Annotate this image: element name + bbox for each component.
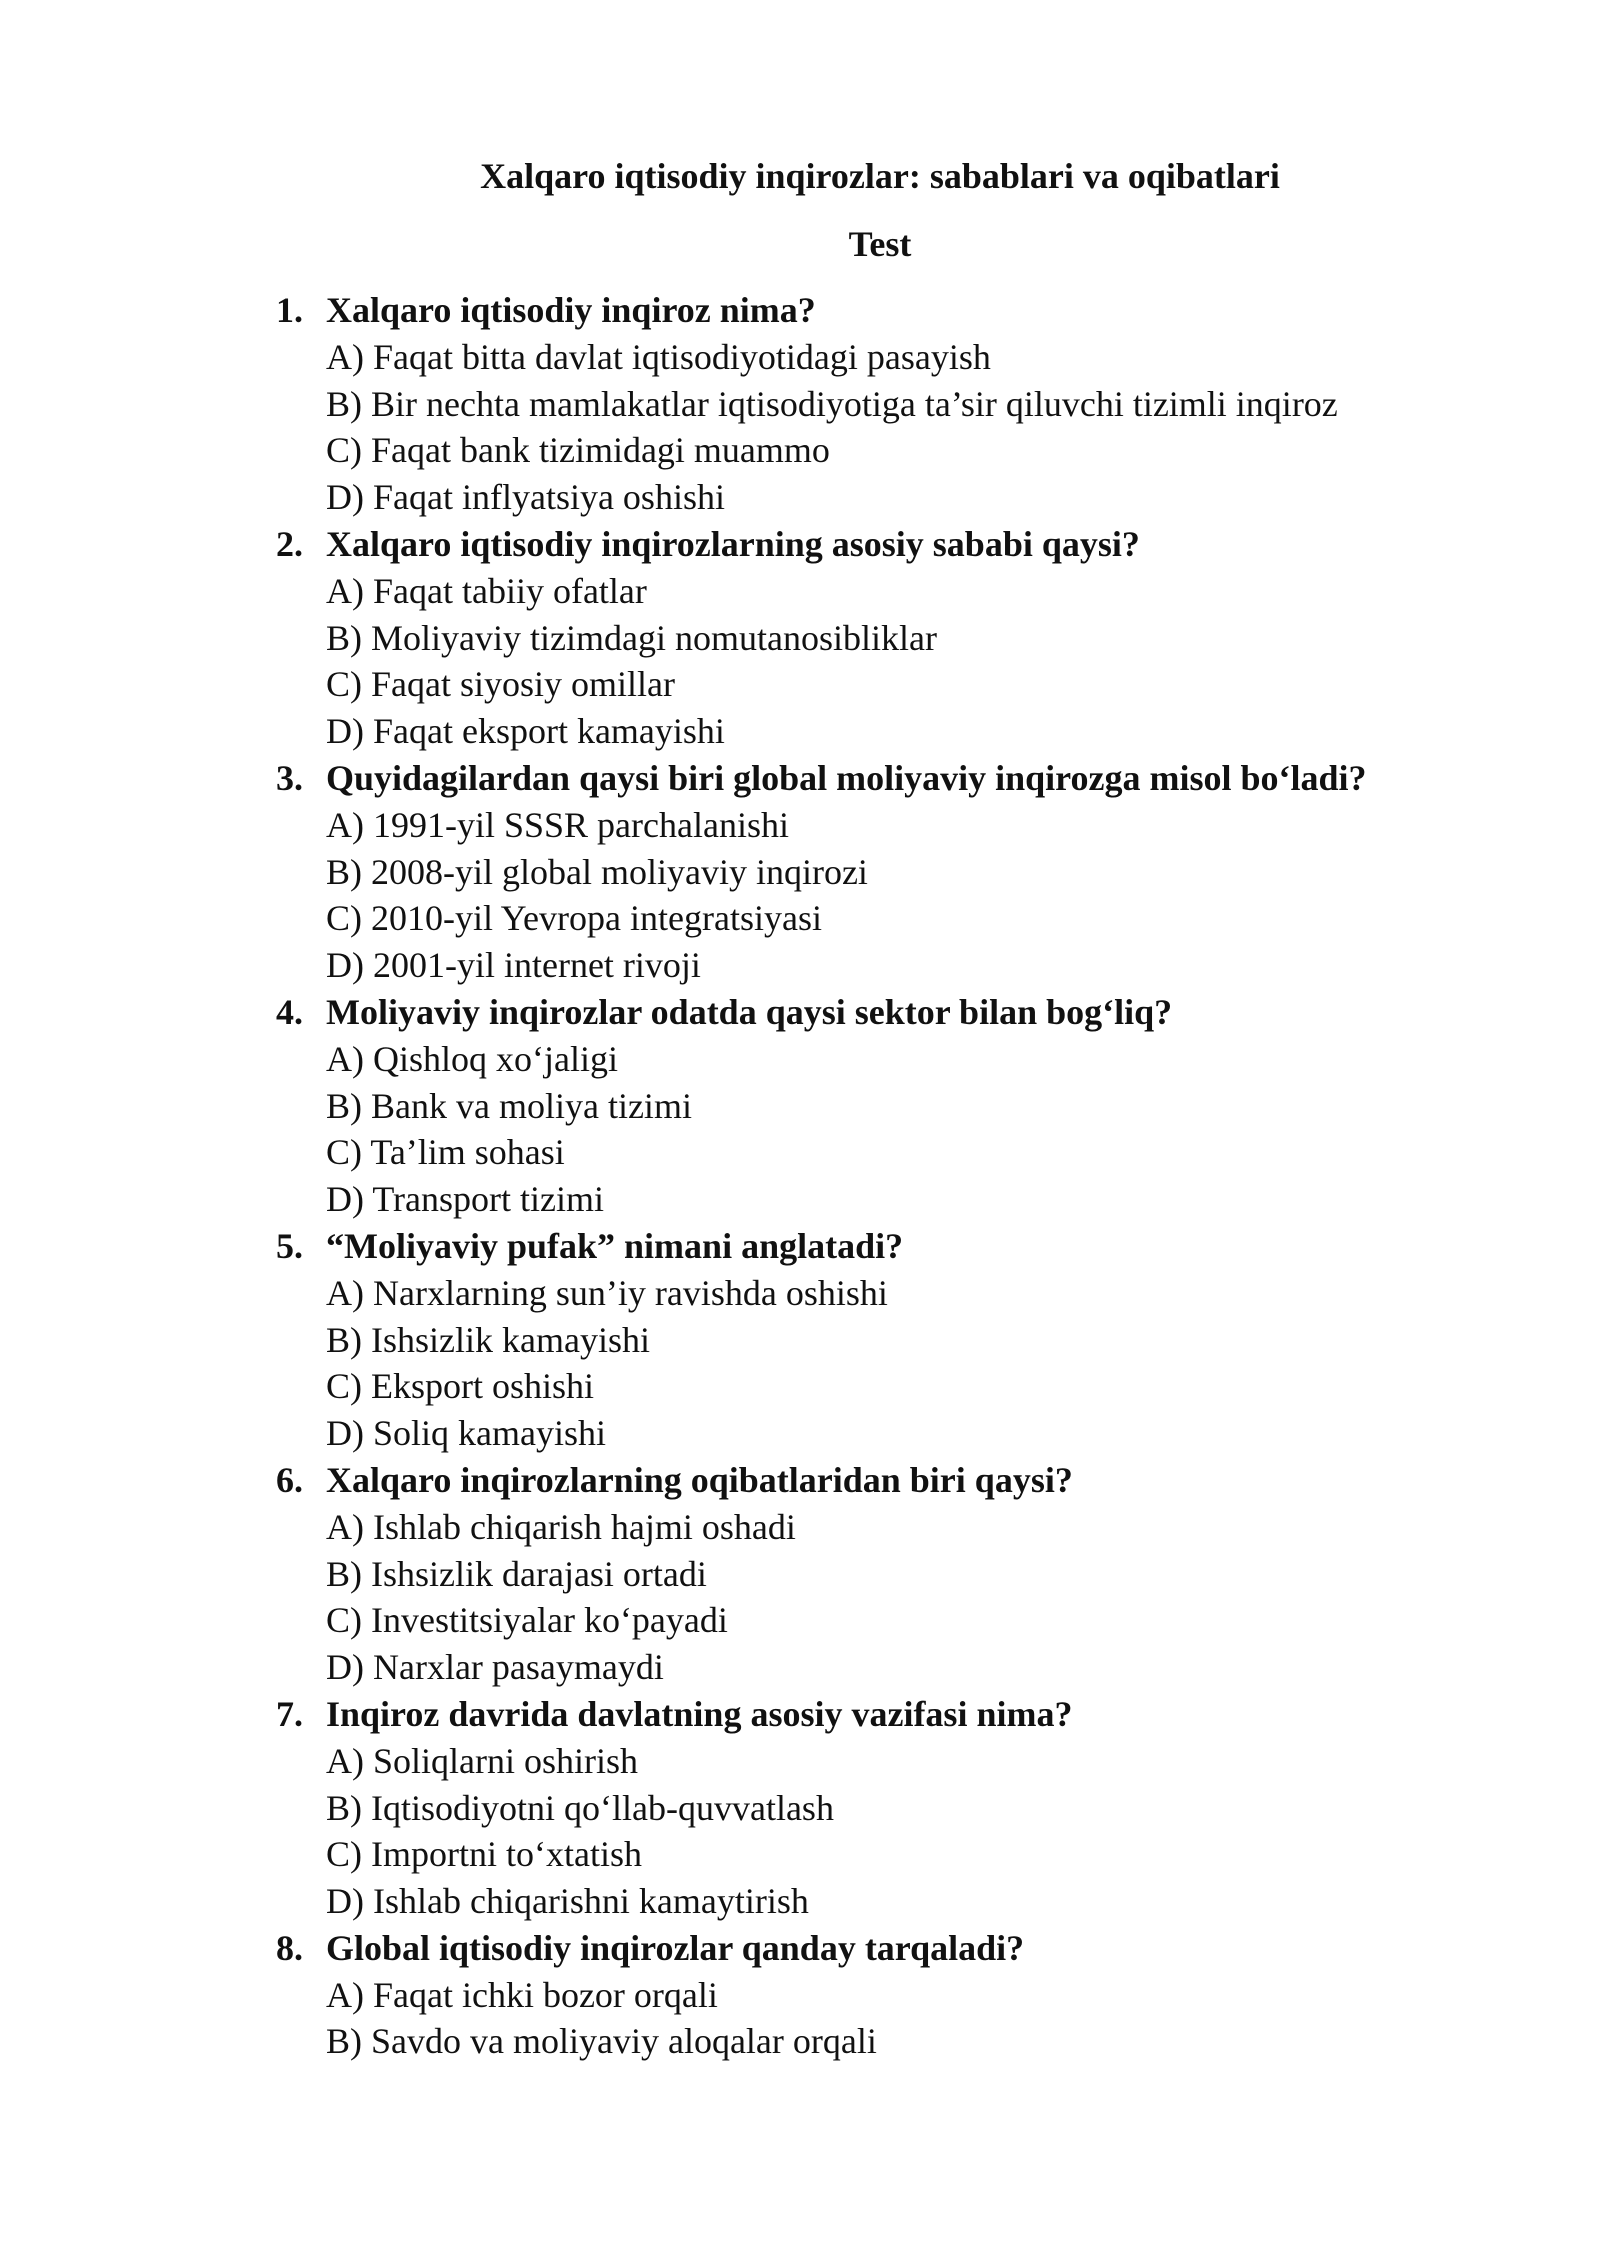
question-number: 1. xyxy=(276,290,303,330)
answer-option: B) Moliyaviy tizimdagi nomutanosibliklar xyxy=(326,617,937,658)
question-number: 4. xyxy=(276,991,303,1032)
answer-option: C) Faqat bank tizimidagi muammo xyxy=(326,430,830,471)
answer-option: A) 1991-yil SSSR parchalanishi xyxy=(326,804,789,845)
question-number: 2. xyxy=(276,523,303,564)
question-heading xyxy=(276,521,1526,568)
answer-option: C) Importni to‘xtatish xyxy=(326,1834,642,1875)
answer-option: A) Ishlab chiqarish hajmi oshadi xyxy=(326,1506,796,1547)
answer-option: A) Faqat ichki bozor orqali xyxy=(326,1974,718,2015)
answer-options xyxy=(276,1972,1526,2066)
question-heading xyxy=(276,989,1526,1036)
answer-option: D) Transport tizimi xyxy=(326,1179,605,1220)
question-item xyxy=(276,1457,1526,1691)
question-item xyxy=(276,989,1526,1223)
question-heading xyxy=(276,755,1526,802)
question-number: 7. xyxy=(276,1693,303,1734)
answer-options xyxy=(276,802,1526,989)
answer-option: A) Faqat bitta davlat iqtisodiyotidagi pasayish xyxy=(326,336,991,377)
question-number: 3. xyxy=(276,757,303,798)
answer-option: C) 2010-yil Yevropa integratsiyasi xyxy=(326,898,822,939)
question-heading xyxy=(276,1925,1526,1972)
answer-option: D) Narxlar pasaymaydi xyxy=(326,1647,664,1688)
answer-option: D) Soliq kamayishi xyxy=(326,1413,606,1454)
question-item xyxy=(276,1925,1526,2065)
answer-option: B) 2008-yil global moliyaviy inqirozi xyxy=(326,851,868,892)
question-text: “Moliyaviy pufak” nimani anglatadi? xyxy=(326,1225,904,1266)
question-list xyxy=(276,287,1526,2065)
question-number: 8. xyxy=(276,1927,303,1968)
answer-options xyxy=(276,1738,1526,1925)
question-heading xyxy=(276,287,1526,334)
answer-option: C) Faqat siyosiy omillar xyxy=(326,664,675,705)
question-text: Xalqaro inqirozlarning oqibatlaridan biri qaysi? xyxy=(326,1459,1073,1500)
question-text: Quyidagilardan qaysi biri global moliyaviy inqirozga misol bo‘ladi? xyxy=(326,757,1367,798)
answer-option: C) Eksport oshishi xyxy=(326,1366,595,1407)
answer-option: B) Bir nechta mamlakatlar iqtisodiyotiga ta’sir qiluvchi tizimli inqiroz xyxy=(326,383,1338,424)
question-heading xyxy=(276,1457,1526,1504)
question-text: Xalqaro iqtisodiy inqirozlarning asosiy sababi qaysi? xyxy=(326,523,1140,564)
answer-option: D) 2001-yil internet rivoji xyxy=(326,945,701,986)
document-title: Xalqaro iqtisodiy inqirozlar: sabablari va oqibatlari xyxy=(480,156,1280,196)
answer-option: D) Faqat eksport kamayishi xyxy=(326,711,725,752)
question-number: 5. xyxy=(276,1225,303,1266)
question-text: Moliyaviy inqirozlar odatda qaysi sektor bilan bog‘liq? xyxy=(326,991,1173,1032)
answer-option: B) Bank va moliya tizimi xyxy=(326,1085,692,1126)
question-item xyxy=(276,521,1526,755)
answer-options xyxy=(276,1036,1526,1223)
question-item xyxy=(276,287,1526,521)
answer-option: D) Faqat inflyatsiya oshishi xyxy=(326,477,725,518)
question-item xyxy=(276,755,1526,989)
answer-options xyxy=(276,568,1526,755)
answer-option: A) Qishloq xo‘jaligi xyxy=(326,1038,618,1079)
question-item xyxy=(276,1223,1526,1457)
question-item xyxy=(276,1691,1526,1925)
question-heading xyxy=(276,1691,1526,1738)
answer-option: A) Faqat tabiiy ofatlar xyxy=(326,570,647,611)
answer-options xyxy=(276,1270,1526,1457)
answer-option: C) Investitsiyalar ko‘payadi xyxy=(326,1600,728,1641)
answer-option: D) Ishlab chiqarishni kamaytirish xyxy=(326,1881,809,1922)
question-number: 6. xyxy=(276,1459,303,1500)
question-text: Xalqaro iqtisodiy inqiroz nima? xyxy=(326,290,816,330)
answer-option: A) Narxlarning sun’iy ravishda oshishi xyxy=(326,1272,888,1313)
answer-option: C) Ta’lim sohasi xyxy=(326,1132,565,1173)
answer-options xyxy=(276,1504,1526,1691)
answer-option: B) Ishsizlik darajasi ortadi xyxy=(326,1553,707,1594)
answer-option: A) Soliqlarni oshirish xyxy=(326,1740,638,1781)
question-heading xyxy=(276,1223,1526,1270)
question-text: Inqiroz davrida davlatning asosiy vazifasi nima? xyxy=(326,1693,1073,1734)
answer-option: B) Ishsizlik kamayishi xyxy=(326,1319,650,1360)
document-subtitle: Test xyxy=(848,224,912,264)
answer-options xyxy=(276,334,1526,521)
question-text: Global iqtisodiy inqirozlar qanday tarqaladi? xyxy=(326,1927,1025,1968)
answer-option: B) Savdo va moliyaviy aloqalar orqali xyxy=(326,2021,877,2062)
answer-option: B) Iqtisodiyotni qo‘llab-quvvatlash xyxy=(326,1787,834,1828)
